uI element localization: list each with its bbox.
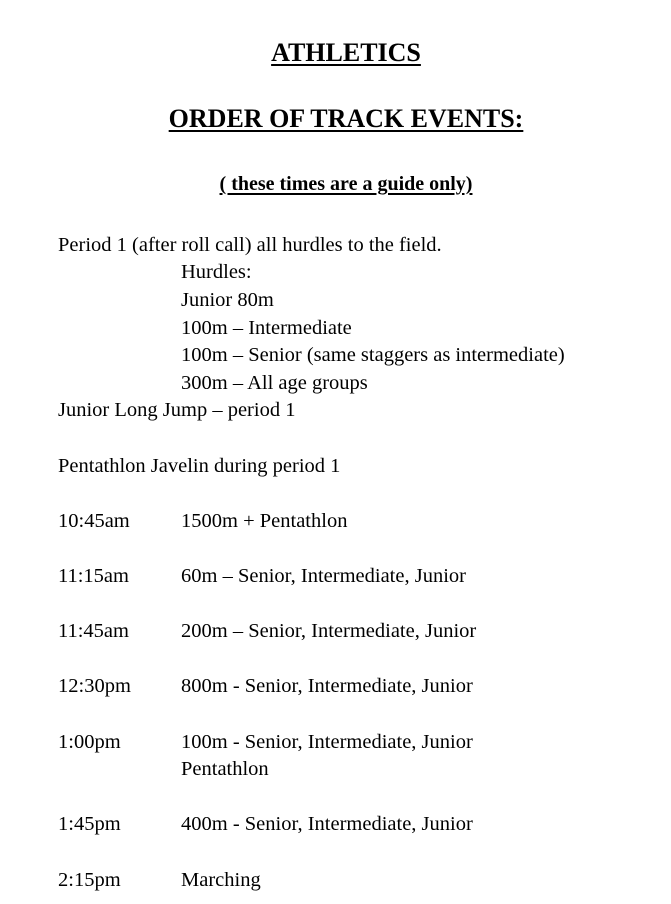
event-extra: Pentathlon [181,758,269,780]
long-jump-line: Junior Long Jump – period 1 [58,399,296,421]
hurdles-item: Junior 80m [181,289,274,311]
event-time: 1:45pm [58,813,121,835]
event-name: 1500m + Pentathlon [181,510,348,532]
event-time: 2:15pm [58,869,121,891]
event-time: 12:30pm [58,675,131,697]
event-name: Marching [181,869,261,891]
hurdles-item: 300m – All age groups [181,372,368,394]
event-name: 400m - Senior, Intermediate, Junior [181,813,473,835]
event-name: 100m - Senior, Intermediate, Junior [181,731,473,753]
guide-note: ( these times are a guide only) [219,173,473,195]
event-time: 10:45am [58,510,130,532]
hurdles-item: 100m – Senior (same staggers as intermediate) [181,344,565,366]
document-title: ATHLETICS [271,38,421,67]
hurdles-item: 100m – Intermediate [181,317,352,339]
hurdles-heading: Hurdles: [181,261,252,283]
event-time: 1:00pm [58,731,121,753]
document-subtitle: ORDER OF TRACK EVENTS: [168,104,524,133]
period1-intro: Period 1 (after roll call) all hurdles to the field. [58,234,442,256]
event-time: 11:15am [58,565,129,587]
event-time: 11:45am [58,620,129,642]
event-name: 60m – Senior, Intermediate, Junior [181,565,466,587]
event-name: 800m - Senior, Intermediate, Junior [181,675,473,697]
event-name: 200m – Senior, Intermediate, Junior [181,620,477,642]
javelin-line: Pentathlon Javelin during period 1 [58,455,341,477]
